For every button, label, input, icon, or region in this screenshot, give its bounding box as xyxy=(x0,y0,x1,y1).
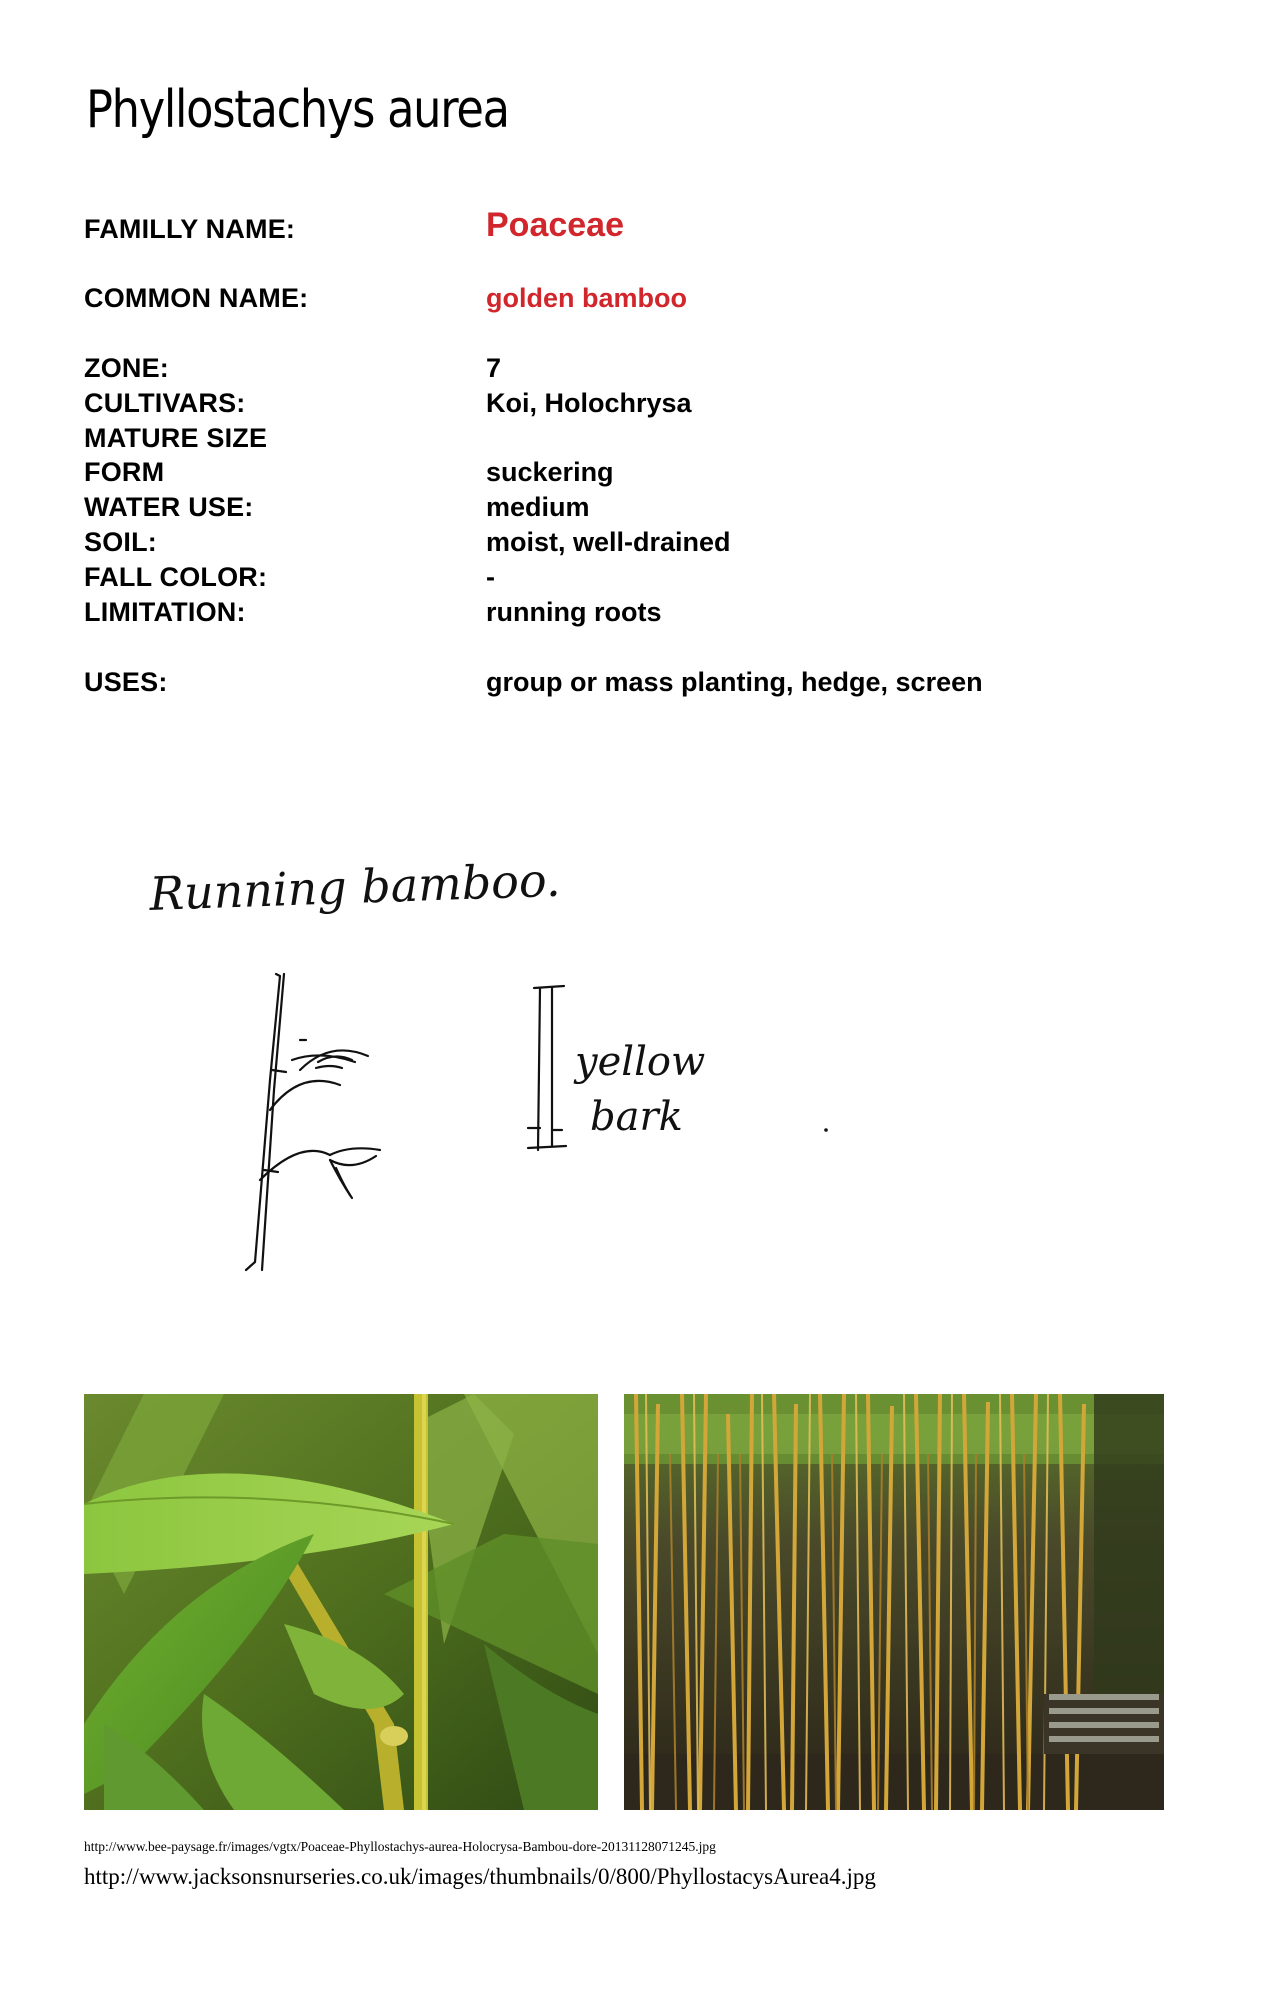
field-value: 7 xyxy=(486,353,502,383)
field-value: suckering xyxy=(486,457,614,487)
field-value: running roots xyxy=(486,597,662,627)
hand-sketch xyxy=(0,820,1265,1300)
field-cultivars xyxy=(0,386,1265,420)
field-uses xyxy=(0,665,1265,699)
field-label: FORM xyxy=(84,457,165,487)
page-title: Phyllostachys aurea xyxy=(86,80,509,140)
field-label: USES: xyxy=(84,667,168,697)
field-label: FAMILLY NAME: xyxy=(84,214,296,244)
sketch-heading: Running bamboo. xyxy=(148,852,562,921)
field-zone xyxy=(0,351,1265,385)
field-value: - xyxy=(486,562,495,592)
field-value: moist, well-drained xyxy=(486,527,731,557)
field-family xyxy=(0,206,1265,246)
field-label: LIMITATION: xyxy=(84,597,246,627)
field-label: FALL COLOR: xyxy=(84,562,268,592)
common-name-value: golden bamboo xyxy=(486,283,687,313)
field-label: MATURE SIZE xyxy=(84,423,268,453)
bamboo-branch-drawing xyxy=(246,974,380,1270)
source-url-2: http://www.jacksonsnurseries.co.uk/images/thumbnails/0/800/PhyllostacysAurea4.jpg xyxy=(84,1864,876,1889)
family-name-value: Poaceae xyxy=(486,206,624,244)
field-value: group or mass planting, hedge, screen xyxy=(486,667,983,697)
field-label: COMMON NAME: xyxy=(84,283,309,313)
field-common-name xyxy=(0,281,1265,315)
field-limitation xyxy=(0,595,1265,629)
field-form xyxy=(0,455,1265,489)
field-water-use xyxy=(0,490,1265,524)
field-label: CULTIVARS: xyxy=(84,388,246,418)
sketch-dot xyxy=(824,1128,828,1132)
field-value: Koi, Holochrysa xyxy=(486,388,692,418)
sketch-note-line1: yellow xyxy=(575,1039,706,1085)
field-label: WATER USE: xyxy=(84,492,254,522)
field-label: SOIL: xyxy=(84,527,157,557)
field-label: ZONE: xyxy=(84,353,169,383)
field-value: medium xyxy=(486,492,590,522)
field-mature-size xyxy=(0,421,1265,455)
photo-bamboo-grove xyxy=(624,1394,1164,1810)
photo-leaf-closeup xyxy=(84,1394,598,1810)
sketch-note-line2: bark xyxy=(590,1094,683,1140)
field-fall-color xyxy=(0,560,1265,594)
yellow-bark-drawing xyxy=(528,986,566,1150)
source-url-1: http://www.bee-paysage.fr/images/vgtx/Poaceae-Phyllostachys-aurea-Holocrysa-Bambou-dore-20131128071245.jpg xyxy=(84,1839,716,1854)
field-soil xyxy=(0,525,1265,559)
